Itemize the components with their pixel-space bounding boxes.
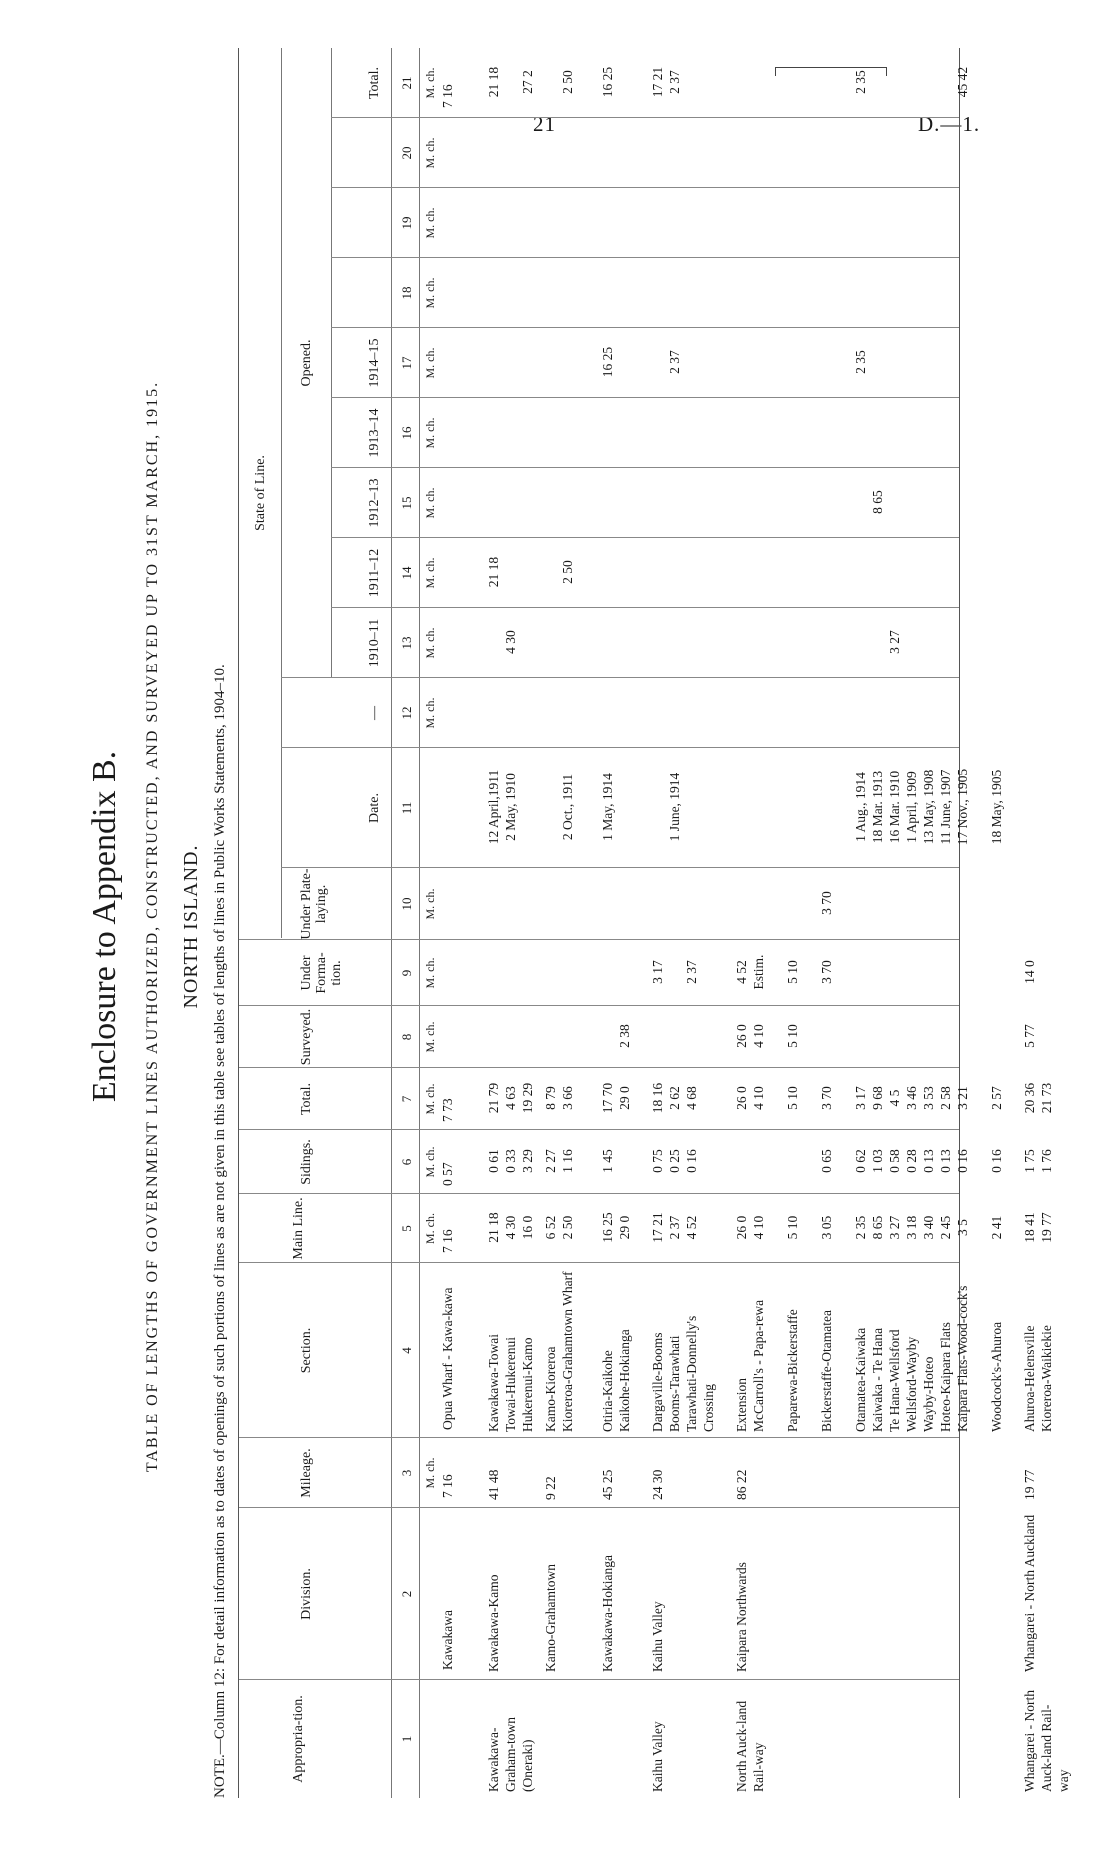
opened-1914-cell: 16 25 [600, 346, 615, 378]
column-rule [281, 677, 959, 678]
unit-label: M. ch. [423, 67, 437, 99]
unit-label: M. ch. [423, 557, 437, 589]
total-cell: 18 16 [650, 1082, 665, 1114]
section-cell: Otiria-Kaikohe [600, 1350, 615, 1432]
sidings-cell: 0 75 [650, 1149, 665, 1173]
main-line-cell: 2 37 [667, 1215, 682, 1240]
section-cell: Booms-Tarawhati [667, 1335, 682, 1432]
sidings-cell: 0 62 [853, 1149, 868, 1173]
header-1910: 1910–11 [367, 618, 382, 668]
section-cell: Kioreroa-Waikiekie [1039, 1325, 1054, 1432]
column-number: 12 [399, 706, 414, 720]
total-cell: 4 68 [684, 1086, 699, 1110]
date-cell: 2 Oct., 1911 [560, 773, 575, 841]
header-opened: Opened. [299, 339, 314, 387]
formation-cell: 3 70 [819, 960, 834, 984]
header-rule [331, 48, 332, 678]
section-cell: Otamatea-Kaiwaka [853, 1327, 868, 1432]
total-cell: 3 17 [853, 1086, 868, 1110]
column-number: 6 [399, 1158, 414, 1166]
column-number: 2 [399, 1590, 414, 1598]
opened-total-cell: 16 25 [600, 66, 615, 98]
header-rule [391, 48, 392, 1798]
unit-label: M. ch. [423, 888, 437, 920]
column-number: 10 [399, 897, 414, 911]
column-rule [239, 1129, 959, 1130]
column-number: 1 [399, 1735, 414, 1743]
main-line-cell: 3 05 [819, 1215, 834, 1240]
header-total-opened: Total. [367, 66, 382, 100]
main-line-cell: 3 18 [904, 1215, 919, 1240]
sidings-cell: 0 58 [887, 1149, 902, 1173]
main-line-cell: 4 10 [751, 1215, 766, 1240]
section-cell: Woodcock's-Ahuroa [989, 1321, 1004, 1432]
column-number: 13 [399, 636, 414, 650]
date-cell: 1 April, 1909 [904, 771, 919, 843]
appropriation-cell: Kaihu Valley [650, 1721, 665, 1792]
section-cell: Kioreroa-Grahamtown Wharf [560, 1271, 575, 1432]
main-line-cell: 18 41 [1022, 1212, 1037, 1243]
sidings-cell: 0 25 [667, 1149, 682, 1173]
section-cell: Towai-Hukerenui [503, 1336, 518, 1432]
header-main-line: Main Line. [291, 1197, 306, 1260]
sidings-cell: 3 29 [520, 1149, 535, 1173]
division-cell: Kamo-Grahamtown [543, 1564, 558, 1672]
header-total: Total. [299, 1082, 314, 1116]
total-cell: 4 5 [887, 1089, 902, 1107]
header-dash: — [367, 706, 382, 720]
main-line-cell: 8 65 [870, 1215, 885, 1240]
header-1912: 1912–13 [367, 478, 382, 528]
unit-label: M. ch. [423, 1083, 437, 1115]
opened-1911-cell: 21 18 [486, 556, 501, 588]
sidings-cell: 0 33 [503, 1149, 518, 1173]
lengths-table [238, 48, 1071, 1798]
date-cell: 1 May, 1914 [600, 773, 615, 841]
unit-label: M. ch. [423, 957, 437, 989]
formation-cell: 5 10 [785, 960, 800, 984]
section-cell: Kamo-Kioreroa [543, 1346, 558, 1432]
column-rule [239, 1437, 959, 1438]
main-line-cell: 2 45 [938, 1215, 953, 1240]
appropriation-cell: North Auck-land Rail-way [734, 1700, 766, 1792]
header-under-formation: Under Forma-tion. [299, 952, 344, 994]
column-number: 15 [399, 496, 414, 510]
opened-total-cell: 2 50 [560, 70, 575, 94]
formation-cell: 2 37 [684, 960, 699, 984]
total-cell: 29 0 [617, 1086, 632, 1110]
total-cell: 7 73 [440, 1098, 455, 1122]
section-cell: McCarroll's - Papa-rewa [751, 1299, 766, 1432]
total-cell: 2 62 [667, 1086, 682, 1110]
column-number: 17 [399, 356, 414, 370]
formation-cell: 14 0 [1022, 960, 1037, 984]
main-line-cell: 29 0 [617, 1215, 632, 1240]
division-cell: Kawakawa-Kamo [486, 1574, 501, 1672]
unit-label: M. ch. [423, 1146, 437, 1178]
unit-label: M. ch. [423, 1213, 437, 1244]
column-number: 19 [399, 216, 414, 230]
division-cell: Kawakawa [440, 1610, 455, 1670]
surveyed-cell: 2 38 [617, 1024, 632, 1048]
opened-total-cell: 2 37 [667, 70, 682, 94]
column-number: 4 [399, 1347, 414, 1354]
total-cell: 17 70 [600, 1082, 615, 1114]
sidings-cell: 1 75 [1022, 1149, 1037, 1173]
total-cell: 9 68 [870, 1086, 885, 1110]
main-line-cell: 4 30 [503, 1215, 518, 1240]
date-cell: 1 Aug., 1914 [853, 772, 868, 842]
date-cell: 17 Nov., 1905 [955, 768, 970, 846]
formation-cell: 4 52 [734, 960, 749, 984]
total-cell: 5 10 [785, 1086, 800, 1110]
main-line-cell: 3 5 [955, 1219, 970, 1236]
header-surveyed: Surveyed. [299, 1008, 314, 1066]
column-number: 3 [399, 1469, 414, 1477]
opened-1914-cell: 2 35 [853, 350, 868, 374]
section-cell: Wayby-Hoteo [921, 1356, 936, 1432]
division-cell: Kawakawa-Hokianga [600, 1555, 615, 1672]
section-cell: Extension [734, 1378, 749, 1432]
sidings-cell: 0 16 [989, 1149, 1004, 1173]
section-cell: Hukerenui-Kamo [520, 1337, 535, 1432]
surveyed-cell: 5 10 [785, 1024, 800, 1048]
enclosure-title: Enclosure to Appendix B. [86, 750, 123, 1103]
column-rule [239, 1679, 959, 1680]
unit-label: M. ch. [423, 1021, 437, 1053]
total-cell: 3 70 [819, 1086, 834, 1110]
sidings-cell: 0 28 [904, 1149, 919, 1173]
column-number: 16 [399, 426, 414, 440]
column-number: 18 [399, 286, 414, 300]
appropriation-cell: Kawakawa-Graham-town (Oneraki) [486, 1717, 535, 1792]
opened-total-cell: 27 2 [520, 70, 535, 94]
section-cell: Dargaville-Booms [650, 1332, 665, 1432]
main-line-cell: 26 0 [734, 1215, 749, 1240]
header-1913: 1913–14 [367, 408, 382, 458]
section-cell: Wellsford-Wayby [904, 1336, 919, 1432]
main-line-cell: 16 25 [600, 1212, 615, 1243]
document-reference: D.—1. [918, 112, 981, 136]
total-cell: 19 29 [520, 1082, 535, 1114]
section-cell: Bickerstaffe-Otamatea [819, 1310, 834, 1432]
date-cell: 18 Mar. 1913 [870, 770, 885, 844]
column-rule [239, 1193, 959, 1194]
formation-cell: Estim. [751, 954, 766, 990]
date-cell: 13 May, 1908 [921, 769, 936, 845]
main-line-cell: 2 35 [853, 1215, 868, 1240]
total-cell: 3 53 [921, 1086, 936, 1110]
main-line-cell: 3 27 [887, 1215, 902, 1240]
unit-label: M. ch. [423, 207, 437, 239]
main-line-cell: 16 0 [520, 1215, 535, 1240]
opened-total-cell: 7 16 [440, 84, 455, 108]
column-rule [281, 867, 959, 868]
header-rule [281, 48, 282, 938]
sidings-cell: 0 65 [819, 1149, 834, 1173]
section-cell: Paparewa-Bickerstaffe [785, 1309, 800, 1432]
main-line-cell: 7 16 [440, 1229, 455, 1253]
total-cell: 8 79 [543, 1086, 558, 1110]
opened-1912-cell: 8 65 [870, 490, 885, 514]
header-state-of-line: State of Line. [253, 455, 268, 531]
sidings-cell: 1 03 [870, 1149, 885, 1173]
column-rule [239, 1067, 959, 1068]
opened-1911-cell: 2 50 [560, 560, 575, 584]
header-under-platelaying: Under Plate-laying. [299, 868, 329, 940]
mileage-cell: 41 48 [486, 1469, 501, 1500]
main-line-cell: 17 21 [650, 1212, 665, 1243]
total-cell: 2 58 [938, 1086, 953, 1110]
total-cell: 20 36 [1022, 1082, 1037, 1114]
main-line-cell: 19 77 [1039, 1212, 1054, 1243]
column-number: 11 [399, 801, 414, 815]
bracket-mark [775, 67, 887, 76]
unit-label: M. ch. [423, 627, 437, 659]
opened-1914-cell: 2 37 [667, 350, 682, 374]
division-cell: Kaihu Valley [650, 1601, 665, 1672]
main-line-cell: 21 18 [486, 1212, 501, 1243]
date-cell: 2 May, 1910 [503, 773, 518, 841]
island-heading: NORTH ISLAND. [180, 844, 202, 1009]
total-cell: 3 66 [560, 1086, 575, 1110]
mileage-cell: 24 30 [650, 1469, 665, 1500]
section-cell: Te Hana-Wellsford [887, 1329, 902, 1432]
mileage-cell: 86 22 [734, 1469, 749, 1500]
main-line-cell: 5 10 [785, 1215, 800, 1240]
header-appropriation: Appropria-tion. [291, 1695, 306, 1783]
division-cell: Kaipara Northwards [734, 1562, 749, 1672]
section-cell: Kawakawa-Towai [486, 1333, 501, 1432]
opened-1910-cell: 4 30 [503, 630, 518, 654]
header-sidings: Sidings. [299, 1139, 314, 1185]
opened-total-cell: 45 42 [955, 66, 970, 98]
sidings-cell: 0 57 [440, 1162, 455, 1186]
total-cell: 4 10 [751, 1086, 766, 1110]
total-cell: 21 79 [486, 1082, 501, 1114]
total-cell: 3 21 [955, 1086, 970, 1110]
unit-label: M. ch. [423, 277, 437, 309]
total-cell: 26 0 [734, 1086, 749, 1110]
sidings-cell: 0 13 [921, 1149, 936, 1173]
unit-label: M. ch. [423, 347, 437, 379]
opened-total-cell: 2 35 [853, 70, 868, 94]
header-1914: 1914–15 [367, 338, 382, 388]
section-cell: Tarawhati-Donnelly's Crossing [684, 1315, 716, 1432]
section-cell: Ahuroa-Helensville [1022, 1325, 1037, 1432]
main-line-cell: 2 50 [560, 1215, 575, 1240]
column-rule [239, 1005, 959, 1006]
column-number: 7 [399, 1095, 414, 1103]
column-number: 9 [399, 969, 414, 977]
unit-label: M. ch. [423, 137, 437, 169]
appropriation-cell: Whangarei - North Auck-land Rail-way [1022, 1690, 1071, 1792]
section-cell: Kaikohe-Hokianga [617, 1329, 632, 1432]
date-cell: 1 June, 1914 [667, 772, 682, 842]
column-rule [281, 747, 959, 748]
total-cell: 21 73 [1039, 1082, 1054, 1114]
sidings-cell: 1 16 [560, 1149, 575, 1173]
section-cell: Hoteo-Kaipara Flats [938, 1322, 953, 1432]
column-rule [239, 1507, 959, 1508]
date-cell: 16 Mar. 1910 [887, 770, 902, 844]
header-date: Date. [367, 793, 382, 823]
opened-total-cell: 17 21 [650, 66, 665, 98]
column-number: 14 [399, 566, 414, 580]
section-cell: Kaipara Flats-Wood-cock's [955, 1285, 970, 1432]
section-cell: Opua Wharf - Kawa-kawa [440, 1287, 455, 1430]
table-note: NOTE.—Column 12: For detail information as to dates of openings of such portions of lines as are not given in this table see tables of lengths of lines in Public Works Statements, 1904–10. [212, 664, 228, 1798]
sidings-cell: 0 13 [938, 1149, 953, 1173]
header-division: Division. [299, 1568, 314, 1620]
date-cell: 12 April,1911 [486, 769, 501, 845]
column-rule [239, 1262, 959, 1263]
sidings-cell: 2 27 [543, 1149, 558, 1173]
mileage-cell: 9 22 [543, 1476, 558, 1500]
sidings-cell: 0 16 [684, 1149, 699, 1173]
unit-label: M. ch. [423, 697, 437, 729]
mileage-cell: 19 77 [1022, 1469, 1037, 1500]
header-1911: 1911–12 [367, 548, 382, 598]
surveyed-cell: 4 10 [751, 1024, 766, 1048]
platelaying-cell: 3 70 [819, 891, 834, 915]
unit-label: M. ch. [423, 417, 437, 449]
date-cell: 18 May, 1905 [989, 769, 1004, 845]
mileage-cell: 45 25 [600, 1469, 615, 1500]
table-title: TABLE OF LENGTHS OF GOVERNMENT LINES AUTHORIZED, CONSTRUCTED, AND SURVEYED UP TO 31ST MARCH, 1915. [144, 380, 161, 1473]
sidings-cell: 0 61 [486, 1149, 501, 1173]
header-rule [419, 48, 420, 1798]
date-cell: 11 June, 1907 [938, 769, 953, 845]
surveyed-cell: 26 0 [734, 1024, 749, 1048]
sidings-cell: 0 16 [955, 1149, 970, 1173]
opened-1910-cell: 3 27 [887, 630, 902, 654]
header-section: Section. [299, 1327, 314, 1374]
main-line-cell: 2 41 [989, 1215, 1004, 1240]
section-cell: Kaiwaka - Te Hana [870, 1327, 885, 1432]
opened-total-cell: 21 18 [486, 66, 501, 98]
total-cell: 4 63 [503, 1086, 518, 1110]
division-cell: Whangarei - North Auckland [1022, 1514, 1037, 1672]
unit-label: M. ch. [423, 487, 437, 519]
surveyed-cell: 5 77 [1022, 1024, 1037, 1048]
header-mileage: Mileage. [299, 1448, 314, 1498]
total-cell: 2 57 [989, 1086, 1004, 1110]
sidings-cell: 1 45 [600, 1149, 615, 1173]
main-line-cell: 3 40 [921, 1215, 936, 1240]
column-number: 8 [399, 1033, 414, 1041]
mileage-cell: 7 16 [440, 1474, 455, 1498]
total-cell: 3 46 [904, 1086, 919, 1110]
sidings-cell: 1 76 [1039, 1149, 1054, 1173]
column-number: 20 [399, 146, 414, 160]
main-line-cell: 6 52 [543, 1215, 558, 1240]
page-number: 21 [533, 112, 556, 136]
formation-cell: 3 17 [650, 960, 665, 984]
unit-label: M. ch. [423, 1457, 437, 1489]
main-line-cell: 4 52 [684, 1215, 699, 1240]
column-rule [239, 939, 959, 940]
column-number: 21 [399, 76, 414, 90]
column-number: 5 [399, 1225, 414, 1232]
